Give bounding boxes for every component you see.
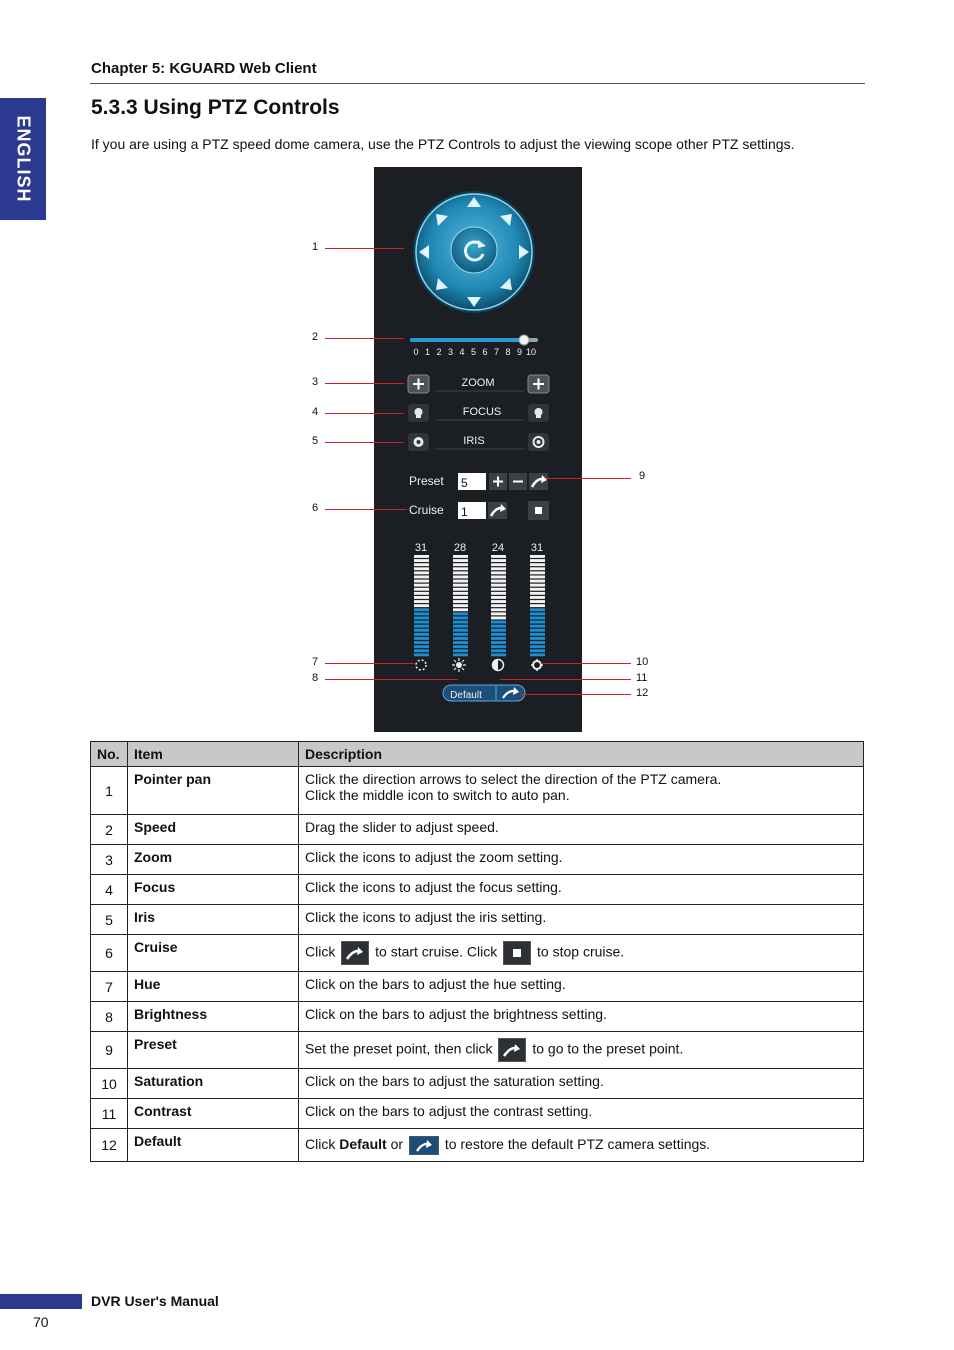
chapter-header: Chapter 5: KGUARD Web Client (91, 60, 317, 77)
bar-segment (530, 576, 545, 579)
bar-segment (491, 612, 506, 615)
bar-segment (453, 612, 468, 615)
intro-paragraph: If you are using a PTZ speed dome camera, use the PTZ Controls to adjust the viewing scope other PTZ settings. (91, 136, 795, 152)
bar-segment (453, 576, 468, 579)
bar-segment (491, 637, 506, 640)
speed-tick-label: 9 (516, 347, 523, 357)
bar-segment (453, 637, 468, 640)
preset-add-button[interactable] (489, 473, 507, 490)
row-item: Speed (128, 815, 299, 845)
bar-segment (491, 567, 506, 570)
bar-segment (530, 637, 545, 640)
table-row (91, 1002, 864, 1032)
auto-pan-icon[interactable] (451, 227, 497, 273)
callout-line (325, 679, 458, 680)
bar-segment (414, 629, 429, 632)
row-description: Click on the bars to adjust the hue setting. (299, 972, 864, 1002)
iris-open-button[interactable] (528, 433, 549, 451)
bar-segment (491, 592, 506, 595)
bar-segment (453, 555, 468, 558)
row-item: Hue (128, 972, 299, 1002)
row-number: 8 (91, 1002, 128, 1032)
bar-segment (414, 559, 429, 562)
cruise-stop-icon (503, 941, 531, 965)
bar-segment (491, 576, 506, 579)
callout-number: 2 (312, 331, 319, 343)
callout-line (325, 248, 404, 249)
bar-segment (530, 588, 545, 591)
bar-segment (530, 580, 545, 583)
preset-label: Preset (409, 474, 444, 488)
row-description (299, 935, 864, 972)
row-description: Click the icons to adjust the focus setting. (299, 875, 864, 905)
saturation-icon (531, 659, 543, 671)
bar-segment (530, 571, 545, 574)
callout-number: 6 (312, 502, 319, 514)
table-row (91, 1032, 864, 1069)
bar-segment (453, 649, 468, 652)
cruise-start-button[interactable] (488, 502, 507, 519)
bar-segment (414, 637, 429, 640)
bar-segment (453, 588, 468, 591)
description-text: Click (305, 943, 336, 960)
speed-tick-label: 0 (413, 347, 419, 357)
row-item: Cruise (128, 935, 299, 972)
header-no: No. (91, 742, 128, 767)
bar-segment (491, 641, 506, 644)
row-number: 10 (91, 1069, 128, 1099)
default-restore-icon (409, 1136, 439, 1155)
bar-value-label: 24 (491, 542, 505, 554)
page-number: 70 (33, 1314, 49, 1330)
bar-segment (414, 592, 429, 595)
bar-segment (530, 604, 545, 607)
row-number: 3 (91, 845, 128, 875)
bar-segment (530, 608, 545, 611)
row-description (299, 1032, 864, 1069)
bar-segment (414, 621, 429, 624)
bar-segment (530, 617, 545, 620)
bar-segment (491, 608, 506, 611)
bar-segment (414, 584, 429, 587)
bar-segment (530, 596, 545, 599)
callout-line (325, 509, 407, 510)
bar-segment (453, 571, 468, 574)
bar-segment (491, 617, 506, 620)
brightness-bar[interactable] (453, 542, 468, 656)
bar-segment (530, 649, 545, 652)
footer-bar (0, 1294, 82, 1309)
callout-number: 11 (636, 672, 648, 684)
iris-close-button[interactable] (408, 433, 429, 451)
row-item: Default (128, 1129, 299, 1162)
row-description: Click the icons to adjust the zoom setting. (299, 845, 864, 875)
row-number: 1 (91, 767, 128, 815)
row-description: Drag the slider to adjust speed. (299, 815, 864, 845)
callout-number: 12 (636, 687, 649, 699)
bar-segment (530, 653, 545, 656)
bar-segment (491, 563, 506, 566)
bar-segment (491, 604, 506, 607)
callout-number: 4 (312, 406, 319, 418)
bar-segment (453, 645, 468, 648)
bar-segment (453, 592, 468, 595)
bar-segment (530, 621, 545, 624)
iris-label: IRIS (463, 435, 485, 447)
bar-segment (453, 604, 468, 607)
callout-line (325, 442, 404, 443)
zoom-label: ZOOM (461, 377, 495, 389)
description-text: or (390, 1135, 404, 1152)
bar-value-label: 31 (414, 542, 428, 554)
callout-number: 5 (312, 435, 319, 447)
table-row (91, 905, 864, 935)
description-line: Click the middle icon to switch to auto pan. (305, 787, 570, 803)
bar-segment (491, 625, 506, 628)
bar-segment (453, 633, 468, 636)
row-description: Click on the bars to adjust the saturation setting. (299, 1069, 864, 1099)
description-text: to stop cruise. (537, 943, 625, 960)
speed-tick-labels (413, 347, 536, 357)
cruise-label: Cruise (409, 503, 444, 517)
bar-segment (530, 600, 545, 603)
speed-tick-label: 3 (447, 347, 454, 357)
bar-segment (530, 625, 545, 628)
hue-icon (416, 660, 426, 670)
bar-value-label: 31 (530, 542, 544, 554)
row-number: 5 (91, 905, 128, 935)
row-number: 12 (91, 1129, 128, 1162)
description-text: to go to the preset point. (532, 1040, 684, 1057)
bar-segment (491, 559, 506, 562)
bar-segment (491, 555, 506, 558)
language-label: ENGLISH (13, 115, 34, 203)
callout-number: 10 (636, 656, 649, 668)
saturation-bar[interactable] (530, 542, 545, 656)
speed-tick-label: 10 (525, 347, 537, 357)
callout-number: 1 (312, 241, 319, 253)
row-number: 2 (91, 815, 128, 845)
header-item: Item (128, 742, 299, 767)
header-description: Description (299, 742, 864, 767)
row-description: Click on the bars to adjust the brightness setting. (299, 1002, 864, 1032)
bar-segment (491, 580, 506, 583)
row-number: 9 (91, 1032, 128, 1069)
bar-segment (491, 571, 506, 574)
bar-value-label: 28 (453, 542, 467, 554)
callout-number: 7 (312, 656, 319, 668)
speed-slider[interactable] (410, 335, 538, 345)
description-bold: Default (339, 1135, 387, 1152)
speed-tick-label: 1 (424, 347, 431, 357)
bar-segment (414, 645, 429, 648)
row-description: Click the icons to adjust the iris setting. (299, 905, 864, 935)
bar-segment (414, 625, 429, 628)
bar-segment (453, 596, 468, 599)
callout-number: 3 (312, 376, 319, 388)
bar-segment (453, 617, 468, 620)
row-number: 7 (91, 972, 128, 1002)
bar-segment (530, 559, 545, 562)
row-item: Focus (128, 875, 299, 905)
table-row (91, 815, 864, 845)
bar-segment (414, 567, 429, 570)
speed-tick-label: 2 (436, 347, 442, 357)
contrast-icon (493, 660, 504, 671)
bar-segment (414, 576, 429, 579)
row-number: 4 (91, 875, 128, 905)
callout-line (325, 383, 404, 384)
table-header-row (91, 742, 864, 767)
callout-line (546, 478, 631, 479)
bar-segment (414, 612, 429, 615)
bar-segment (414, 641, 429, 644)
callout-line (325, 413, 404, 414)
bar-segment (453, 625, 468, 628)
bar-segment (530, 592, 545, 595)
row-description (299, 1129, 864, 1162)
bar-segment (530, 584, 545, 587)
row-item: Contrast (128, 1099, 299, 1129)
table-row (91, 1069, 864, 1099)
bar-segment (491, 633, 506, 636)
description-text: to start cruise. Click (375, 943, 498, 960)
table-row (91, 767, 864, 815)
bar-segment (530, 629, 545, 632)
bar-segment (414, 600, 429, 603)
bar-segment (414, 633, 429, 636)
bar-segment (491, 584, 506, 587)
callout-line (541, 663, 631, 664)
bar-segment (530, 612, 545, 615)
table-row (91, 935, 864, 972)
table-row (91, 972, 864, 1002)
bar-segment (491, 649, 506, 652)
bar-segment (414, 555, 429, 558)
description-text: Click (305, 1135, 336, 1152)
bar-segment (530, 633, 545, 636)
bar-segment (414, 563, 429, 566)
row-description (299, 767, 864, 815)
description-text: Set the preset point, then click (305, 1040, 493, 1057)
bar-segment (453, 567, 468, 570)
hue-bar[interactable] (414, 542, 429, 656)
bar-segment (530, 567, 545, 570)
speed-tick-label: 6 (482, 347, 488, 357)
zoom-in-button[interactable] (528, 375, 549, 393)
bar-segment (453, 641, 468, 644)
language-tab (0, 98, 46, 220)
zoom-out-button[interactable] (408, 375, 429, 393)
bar-segment (414, 608, 429, 611)
brightness-icon (452, 658, 466, 672)
bar-segment (530, 641, 545, 644)
preset-value: 5 (461, 476, 468, 490)
speed-tick-label: 8 (505, 347, 511, 357)
default-label: Default (450, 690, 482, 701)
row-item: Preset (128, 1032, 299, 1069)
row-item: Pointer pan (128, 767, 299, 815)
focus-label: FOCUS (462, 406, 502, 418)
cruise-start-icon (341, 941, 369, 965)
bar-segment (453, 563, 468, 566)
table-row (91, 1099, 864, 1129)
contrast-bar[interactable] (491, 542, 506, 656)
speed-tick-label: 4 (459, 347, 465, 357)
bar-segment (491, 588, 506, 591)
bar-segment (414, 580, 429, 583)
preset-go-button[interactable] (529, 473, 548, 490)
bar-segment (453, 621, 468, 624)
description-line: Click the direction arrows to select the direction of the PTZ camera. (305, 771, 722, 787)
cruise-value: 1 (461, 505, 468, 519)
bar-segment (414, 653, 429, 656)
header-rule (90, 83, 865, 84)
bar-segment (491, 629, 506, 632)
callout-line (325, 663, 414, 664)
table-row (91, 875, 864, 905)
row-number: 6 (91, 935, 128, 972)
bar-segment (491, 653, 506, 656)
row-description: Click on the bars to adjust the contrast setting. (299, 1099, 864, 1129)
bar-segment (453, 580, 468, 583)
bar-segment (453, 584, 468, 587)
callout-line (500, 679, 631, 680)
description-text: to restore the default PTZ camera settings. (444, 1135, 711, 1152)
speed-tick-label: 5 (470, 347, 477, 357)
callout-line (520, 694, 631, 695)
description-table (90, 741, 864, 1162)
preset-delete-button[interactable] (509, 473, 527, 490)
row-item: Brightness (128, 1002, 299, 1032)
row-item: Saturation (128, 1069, 299, 1099)
footer-title: DVR User's Manual (91, 1293, 219, 1309)
row-item: Iris (128, 905, 299, 935)
bar-segment (453, 629, 468, 632)
ptz-control-panel (374, 167, 582, 732)
bar-segment (453, 559, 468, 562)
cruise-stop-button[interactable] (528, 501, 549, 520)
table-row (91, 845, 864, 875)
bar-segment (491, 645, 506, 648)
bar-segment (491, 621, 506, 624)
row-number: 11 (91, 1099, 128, 1129)
callout-number: 8 (312, 672, 319, 684)
bar-segment (414, 649, 429, 652)
focus-near-button[interactable] (408, 404, 429, 422)
bar-segment (414, 604, 429, 607)
section-title: 5.3.3 Using PTZ Controls (91, 96, 340, 119)
callout-number: 9 (639, 470, 646, 482)
bar-segment (491, 596, 506, 599)
bar-segment (414, 617, 429, 620)
focus-far-button[interactable] (528, 404, 549, 422)
speed-tick-label: 7 (493, 347, 500, 357)
preset-go-icon (498, 1038, 526, 1062)
bar-segment (530, 645, 545, 648)
callout-line (325, 338, 404, 339)
bar-segment (414, 588, 429, 591)
bar-segment (530, 555, 545, 558)
bar-segment (491, 600, 506, 603)
bar-segment (530, 563, 545, 566)
bar-segment (453, 608, 468, 611)
table-row (91, 1129, 864, 1162)
bar-segment (453, 653, 468, 656)
bar-segment (453, 600, 468, 603)
bar-segment (414, 596, 429, 599)
bar-segment (414, 571, 429, 574)
row-item: Zoom (128, 845, 299, 875)
